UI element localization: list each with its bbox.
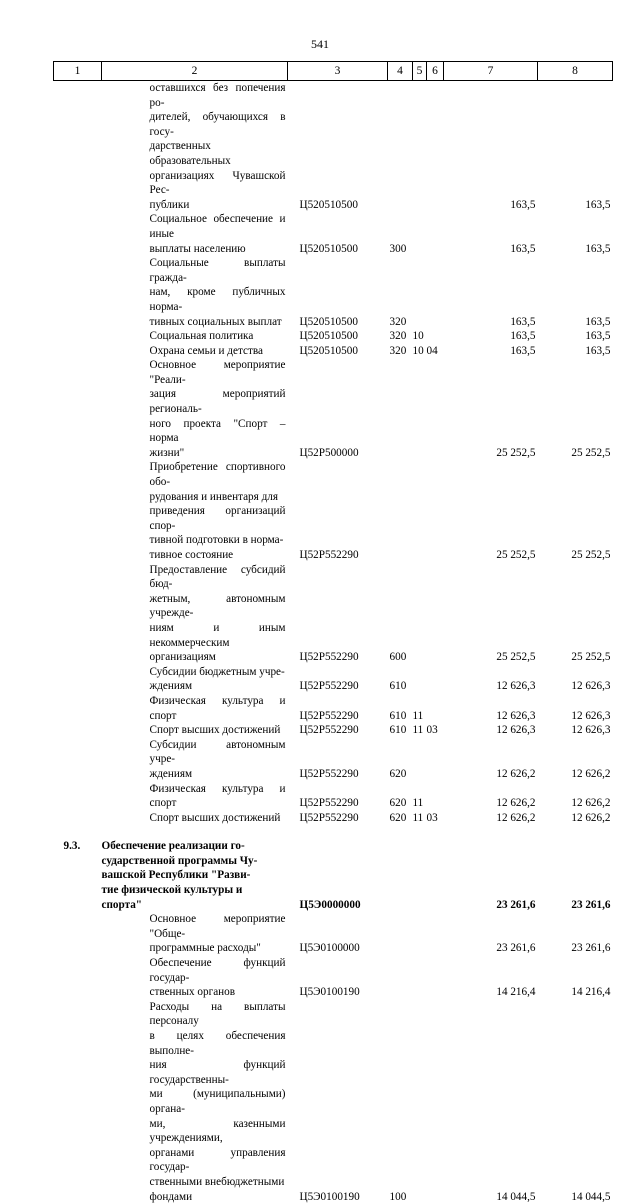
row-code: Ц52P552290 [299,549,359,561]
row-code: Ц5Э0100000 [299,942,360,955]
row-pr: 03 [426,811,438,824]
row-pr [427,460,444,562]
table-row [54,460,613,562]
row-number [54,665,102,694]
table-row [54,329,613,344]
row-name: Расходы на выплаты персоналу в целях обеспечения выполне- ния функций государственны- ми (муниципальными) органа- ми, казенными учреждениями, органами управления государ- ственными внебюджетными фондами [149,1000,286,1203]
row-pr: 03 [426,724,438,737]
row-name: Субсидии автономным учре- ждениям [149,738,286,780]
row-rz [413,912,427,956]
section-row [54,839,613,912]
row-vr: 320 [389,315,407,328]
row-value-2: 12 626,3 [571,724,611,737]
col-header: 4 [388,62,413,81]
row-name: Предоставление субсидий бюд- жетным, автономным учрежде- ниям и иным некоммерческим организациям [149,563,286,664]
row-number [54,1000,102,1204]
table-row [54,1000,613,1204]
row-name: Основное мероприятие "Обще- программные расходы" [149,913,286,955]
row-value-1: 12 626,3 [496,724,536,737]
table-row [54,81,613,213]
header-row [54,62,613,81]
row-number [54,738,102,782]
row-name: Физическая культура и спорт [149,782,286,810]
row-name: Обеспечение функций государ- ственных органов [149,957,286,999]
section-code: Ц5Э0000000 [299,898,361,911]
row-code: Ц52P500000 [299,446,359,459]
row-rz [413,563,427,665]
row-value-1: 12 626,2 [496,811,536,824]
row-pr [427,782,444,811]
row-name: Приобретение спортивного обо- рудования и инвентаря для приведения организаций спор- тивной подготовки в норма- тивное состояние [149,461,286,561]
row-number [54,81,102,213]
table-row [54,811,613,826]
row-pr [427,738,444,782]
row-value-2: 12 626,3 [571,680,611,693]
row-rz [413,256,427,329]
row-code: Ц52P552290 [299,724,359,737]
row-number [54,256,102,329]
row-value-2: 25 252,5 [571,651,611,664]
row-value-1: 163,5 [510,242,536,255]
row-pr [427,956,444,1000]
row-name: Субсидии бюджетным учре- ждениям [149,665,285,693]
row-code: Ц52P552290 [299,767,359,780]
row-number [54,358,102,460]
row-value-1: 23 261,6 [496,942,536,955]
row-code: Ц520510500 [299,344,358,357]
row-number [54,212,102,256]
row-name: Физическая культура и спорт [149,694,286,722]
row-vr [388,81,413,213]
row-code: Ц52P552290 [299,811,359,824]
table-row [54,665,613,694]
row-vr: 100 [389,1190,407,1203]
table-row [54,358,613,460]
col-header: 7 [444,62,538,81]
row-vr: 620 [389,767,407,780]
row-number [54,694,102,723]
row-name: Спорт высших достижений [149,724,281,737]
table-row [54,694,613,723]
table-row [54,344,613,359]
row-rz: 11 [412,811,424,824]
row-code: Ц52P552290 [299,680,359,693]
row-value-2: 163,5 [585,344,611,357]
row-code: Ц52P552290 [299,709,359,722]
table-row [54,723,613,738]
row-pr [427,256,444,329]
spacer-row [54,825,613,839]
row-vr: 320 [389,344,407,357]
row-value-2: 163,5 [585,330,611,343]
row-pr [427,1000,444,1204]
row-code: Ц520510500 [299,330,358,343]
row-vr: 620 [389,797,407,810]
row-vr: 610 [389,680,407,693]
row-value-2: 12 626,3 [571,709,611,722]
row-number [54,956,102,1000]
row-value-1: 14 044,5 [496,1190,536,1203]
row-rz [413,460,427,562]
row-vr: 610 [389,724,407,737]
row-value-1: 25 252,5 [496,651,536,664]
row-rz [413,665,427,694]
row-value-2: 25 252,5 [571,549,611,561]
row-value-2: 25 252,5 [571,446,611,459]
row-value-2: 163,5 [585,242,611,255]
row-value-2: 14 044,5 [571,1190,611,1203]
row-pr [427,329,444,344]
row-number [54,329,102,344]
table-body [54,81,613,826]
budget-table [53,61,613,1204]
page-number: 541 [311,37,329,51]
row-rz [413,81,427,213]
row-rz [413,358,427,460]
table-row [54,256,613,329]
row-value-1: 163,5 [510,315,536,328]
section-number: 9.3. [63,840,81,853]
row-name: Основное мероприятие "Реали- зация мероприятий региональ- ного проекта "Спорт – норма жизни" [149,359,286,459]
row-value-1: 25 252,5 [496,446,536,459]
row-value-2: 12 626,2 [571,811,611,824]
row-value-1: 12 626,2 [496,767,536,780]
row-rz [413,738,427,782]
row-number [54,723,102,738]
section-name: Обеспечение реализации го- сударственной программы Чу- вашской Республики "Разви- тие физической культуры и спорта" [101,840,258,911]
row-rz: 11 [412,797,424,810]
row-pr [427,563,444,665]
col-header: 5 [413,62,427,81]
col-header: 2 [102,62,288,81]
row-pr [427,694,444,723]
table-row [54,956,613,1000]
table-body-2 [54,912,613,1204]
row-code: Ц520510500 [299,315,358,328]
row-pr [427,358,444,460]
row-number [54,912,102,956]
row-number [54,460,102,562]
row-value-1: 12 626,3 [496,709,536,722]
table-row [54,212,613,256]
row-name: Охрана семьи и детства [149,344,263,357]
row-number [54,811,102,826]
table-header [54,62,613,81]
row-vr: 610 [389,709,407,722]
row-rz: 10 [412,330,424,343]
row-vr: 320 [389,330,407,343]
row-vr: 600 [389,651,407,664]
row-vr [388,912,413,956]
row-vr: 620 [389,811,407,824]
row-pr: 04 [426,344,438,357]
row-code: Ц520510500 [299,198,358,211]
row-value-1: 12 626,3 [496,680,536,693]
row-code: Ц52P552290 [299,651,359,664]
row-value-1: 14 216,4 [496,986,536,999]
row-value-2: 23 261,6 [571,942,611,955]
row-number [54,782,102,811]
row-rz [413,212,427,256]
row-rz [413,1000,427,1204]
row-code: Ц52P552290 [299,797,359,810]
row-name: Социальные выплаты гражда- нам, кроме публичных норма- тивных социальных выплат [149,257,286,328]
row-number [54,563,102,665]
row-vr [388,358,413,460]
row-name: Спорт высших достижений [149,811,281,824]
row-value-1: 163,5 [510,344,536,357]
table-row [54,782,613,811]
row-code: Ц5Э0100190 [299,1190,360,1203]
row-value-1: 25 252,5 [496,549,536,561]
row-rz: 11 [412,724,424,737]
row-pr [427,912,444,956]
row-rz: 11 [412,709,424,722]
row-value-2: 14 216,4 [571,986,611,999]
row-value-1: 163,5 [510,330,536,343]
row-name: Социальная политика [149,330,254,343]
row-vr [388,460,413,562]
row-pr [427,665,444,694]
row-number [54,344,102,359]
col-header: 1 [54,62,102,81]
row-code: Ц520510500 [299,242,358,255]
row-value-1: 12 626,2 [496,797,536,810]
row-vr: 300 [389,242,407,255]
section-value-2020: 23 261,6 [571,898,611,911]
row-name: Социальное обеспечение и иные выплаты населению [149,213,286,255]
row-code: Ц5Э0100190 [299,986,360,999]
row-value-2: 12 626,2 [571,767,611,780]
row-pr [427,81,444,213]
section-body [54,825,613,912]
row-value-1: 163,5 [510,198,536,211]
row-value-2: 12 626,2 [571,797,611,810]
row-rz [413,956,427,1000]
col-header: 3 [288,62,388,81]
row-vr [388,956,413,1000]
row-value-2: 163,5 [585,315,611,328]
col-header: 8 [538,62,613,81]
table-row [54,738,613,782]
section-value-2019: 23 261,6 [496,898,536,911]
table-row [54,912,613,956]
row-pr [427,212,444,256]
row-name: оставшихся без попечения ро- дителей, обучающихся в госу- дарственных образовательных организациях Чувашской Рес- публики [149,82,286,211]
col-header: 6 [427,62,444,81]
row-value-2: 163,5 [585,198,611,211]
table-row [54,563,613,665]
row-rz: 10 [412,344,424,357]
